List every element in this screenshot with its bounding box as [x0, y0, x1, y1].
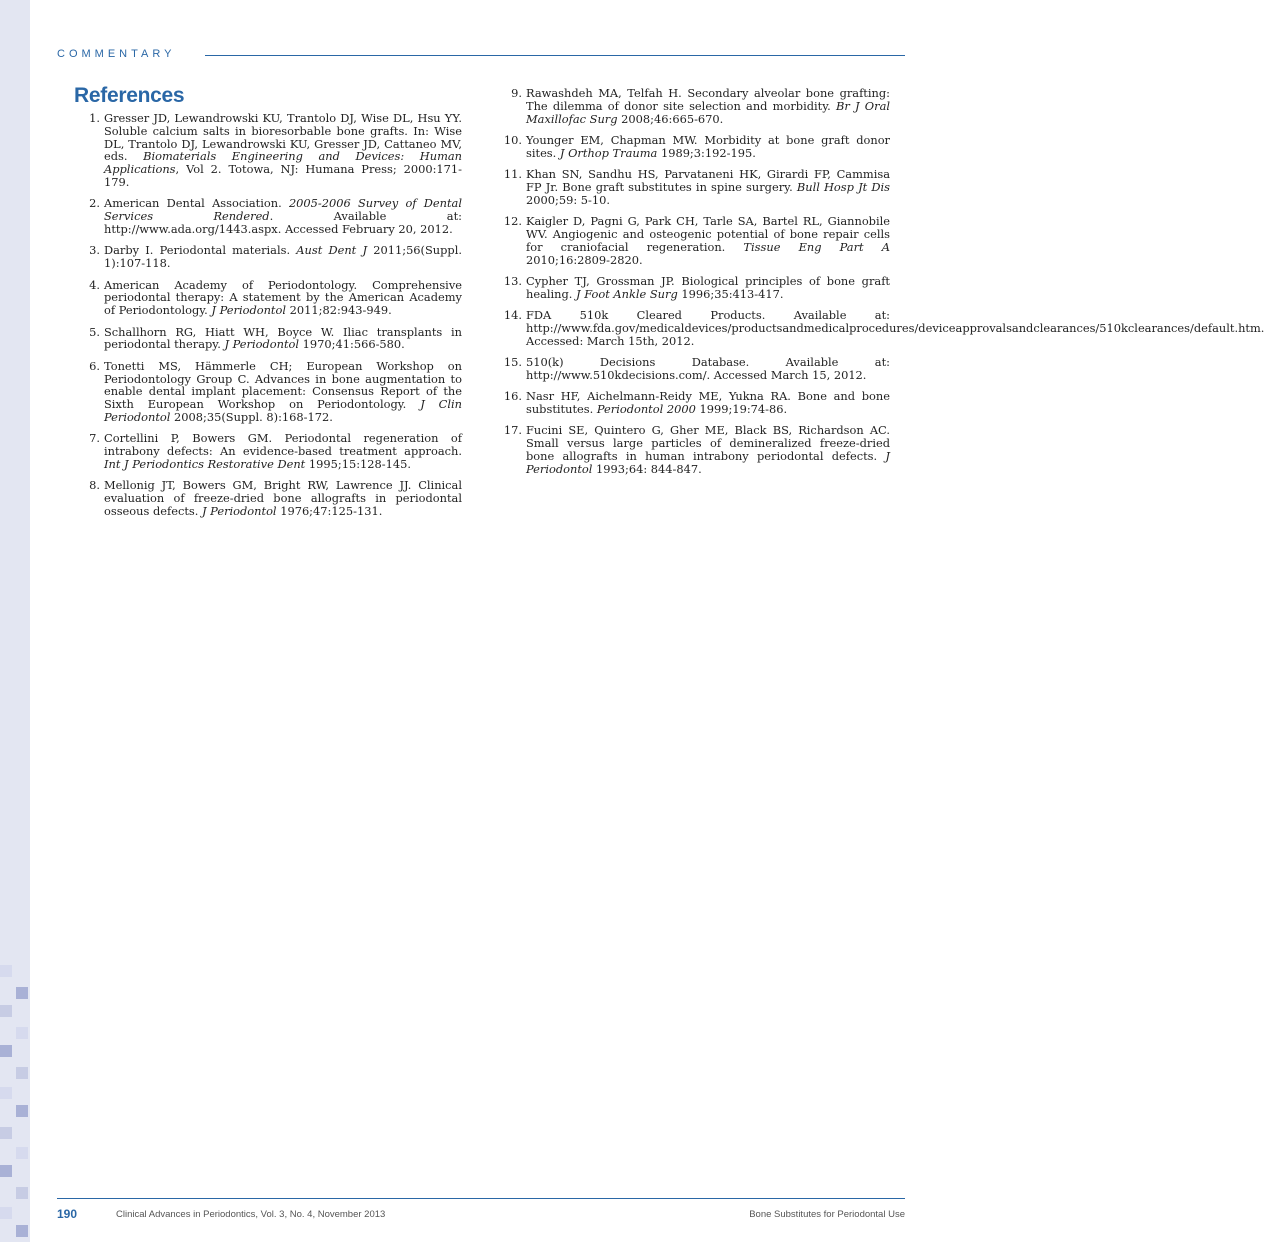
- reference-text-segment: Kaigler D, Pagni G, Park CH, Tarle SA, Bartel RL, Giannobile WV. Angiogenic and osteogenic potential of bone repair cells for craniofacial regeneration.: [526, 214, 890, 254]
- reference-text-segment: 1993;64: 844-847.: [592, 461, 702, 476]
- reference-number: 15.: [503, 355, 522, 370]
- reference-number: 6.: [89, 358, 100, 373]
- section-kicker: COMMENTARY: [57, 48, 176, 60]
- reference-text: [526, 134, 890, 160]
- reference-item: [502, 134, 890, 160]
- reference-text-segment: 1999;19:74-86.: [695, 402, 788, 417]
- reference-text-segment: Cypher TJ, Grossman JP. Biological principles of bone graft healing.: [526, 273, 890, 301]
- reference-number: 9.: [511, 86, 522, 100]
- references-heading: References: [74, 84, 185, 107]
- reference-source-title: J Clin Periodontol: [104, 397, 462, 424]
- reference-number: 17.: [503, 423, 522, 438]
- reference-item: [80, 244, 462, 270]
- reference-text-segment: Schallhorn RG, Hiatt WH, Boyce W. Iliac transplants in periodontal therapy.: [104, 324, 462, 352]
- reference-text-segment: Khan SN, Sandhu HS, Parvataneni HK, Girardi FP, Cammisa FP Jr. Bone graft substitutes in spine surgery.: [526, 167, 890, 194]
- reference-text: [526, 390, 890, 416]
- reference-text-segment: 2000;59: 5-10.: [526, 192, 610, 207]
- reference-item: [502, 308, 1264, 348]
- reference-source-title: Biomaterials Engineering and Devices: Human Applications: [104, 149, 463, 177]
- side-squares-decoration: [0, 965, 30, 1242]
- reference-text-segment: Nasr HF, Aichelmann-Reidy ME, Yukna RA. Bone and bone substitutes.: [526, 389, 890, 417]
- reference-text: [104, 279, 462, 317]
- reference-source-title: Tissue Eng Part A: [743, 239, 890, 254]
- reference-text-segment: . Available at: http://www.ada.org/1443.aspx. Accessed February 20, 2012.: [104, 209, 462, 236]
- reference-text: [104, 244, 462, 270]
- reference-number: 13.: [503, 273, 522, 288]
- reference-number: 1.: [89, 111, 100, 125]
- reference-source-title: J Periodontol: [211, 303, 287, 318]
- reference-source-title: 2005-2006 Survey of Dental Services Rendered: [104, 196, 462, 224]
- reference-number: 11.: [503, 167, 522, 182]
- reference-text-segment: Fucini SE, Quintero G, Gher ME, Black BS, Richardson AC. Small versus large particles of demineralized freeze-dried bone allografts in human intrabony periodontal defects.: [526, 423, 890, 464]
- reference-text-segment: Cortellini P, Bowers GM. Periodontal regeneration of intrabony defects: An evidence-based treatment approach.: [104, 431, 462, 459]
- reference-text-segment: 1995;15:128-145.: [305, 456, 411, 471]
- reference-text-segment: Gresser JD, Lewandrowski KU, Trantolo DJ, Wise DL, Hsu YY. Soluble calcium salts in bioresorbable bone grafts. In: Wise DL, Trantolo DJ, Lewandrowski KU, Gresser JD, Cattaneo MV, eds.: [104, 111, 462, 164]
- reference-text: [526, 215, 890, 266]
- reference-number: 12.: [503, 214, 522, 229]
- reference-number: 14.: [503, 308, 522, 323]
- journal-citation: Clinical Advances in Periodontics, Vol. 3, No. 4, November 2013: [116, 1209, 386, 1220]
- reference-text-segment: 1976;47:125-131.: [276, 503, 383, 518]
- reference-item: [80, 360, 462, 424]
- reference-item: [502, 168, 890, 206]
- references-column-right: [502, 86, 1264, 484]
- reference-number: 2.: [89, 196, 100, 211]
- reference-text-segment: FDA 510k Cleared Products. Available at: http://www.fda.gov/medicaldevices/productsandmedicalprocedures/deviceapprovalsandclearances/510kclearances/default.htm. Accessed: March 15th, 2012.: [526, 308, 1264, 348]
- reference-number: 16.: [503, 389, 522, 404]
- reference-item: [502, 356, 890, 382]
- reference-text-segment: Mellonig JT, Bowers GM, Bright RW, Lawrence JJ. Clinical evaluation of freeze-dried bone allografts in periodontal osseous defects.: [104, 478, 462, 518]
- reference-text-segment: 2011;82:943-949.: [286, 303, 392, 318]
- reference-text-segment: American Dental Association.: [104, 196, 289, 211]
- reference-source-title: Br J Oral Maxillofac Surg: [526, 98, 890, 126]
- reference-number: 4.: [89, 277, 100, 292]
- reference-text-segment: American Academy of Periodontology. Comprehensive periodontal therapy: A statement by the American Academy of Periodontology.: [104, 277, 462, 318]
- reference-source-title: Int J Periodontics Restorative Dent: [104, 456, 306, 471]
- reference-source-title: J Foot Ankle Surg: [576, 286, 678, 301]
- reference-text-segment: 2008;46:665-670.: [617, 111, 724, 126]
- reference-text-segment: , Vol 2. Totowa, NJ: Humana Press; 2000:171-179.: [104, 162, 462, 189]
- reference-text: [104, 112, 462, 189]
- reference-source-title: Bull Hosp Jt Dis: [796, 179, 890, 194]
- reference-number: 3.: [89, 243, 100, 258]
- reference-source-title: J Periodontol: [224, 337, 300, 352]
- footer-rule: [57, 1198, 905, 1199]
- reference-item: [80, 197, 462, 235]
- reference-item: [502, 424, 890, 475]
- reference-source-title: J Periodontol: [201, 503, 277, 518]
- reference-number: 5.: [89, 324, 100, 339]
- reference-text-segment: 1989;3:192-195.: [657, 145, 756, 160]
- reference-text-segment: 510(k) Decisions Database. Available at: http://www.510kdecisions.com/. Accessed March 15, 2012.: [526, 355, 890, 382]
- reference-number: 10.: [503, 132, 522, 147]
- reference-text-segment: 2011;56(Suppl. 1):107-118.: [104, 243, 462, 271]
- page-number: 190: [57, 1207, 78, 1221]
- reference-text-segment: Rawashdeh MA, Telfah H. Secondary alveolar bone grafting: The dilemma of donor site selection and morbidity.: [526, 86, 890, 113]
- reference-text: [104, 479, 462, 517]
- reference-text: [526, 87, 890, 125]
- reference-item: [502, 215, 890, 266]
- reference-item: [80, 279, 462, 317]
- reference-text: [104, 326, 462, 352]
- reference-source-title: J Periodontol: [526, 449, 890, 476]
- reference-text: [526, 308, 1264, 348]
- reference-item: [80, 326, 462, 352]
- reference-text-segment: Tonetti MS, Hämmerle CH; European Workshop on Periodontology Group C. Advances in bone augmentation to enable dental implant placement: Consensus Report of the Sixth European Workshop on Periodontology.: [104, 358, 462, 412]
- reference-item: [502, 87, 890, 125]
- reference-item: [80, 432, 462, 470]
- header-rule: [205, 55, 905, 56]
- reference-source-title: Periodontol 2000: [596, 402, 696, 417]
- reference-text-segment: 1970;41:566-580.: [299, 337, 405, 352]
- reference-item: [502, 275, 890, 301]
- reference-source-title: J Orthop Trauma: [559, 145, 658, 160]
- references-column-left: [80, 112, 462, 526]
- reference-item: [502, 390, 890, 416]
- reference-text-segment: 1996;35:413-417.: [677, 286, 784, 301]
- reference-text-segment: Younger EM, Chapman MW. Morbidity at bone graft donor sites.: [526, 132, 890, 160]
- reference-text: [526, 168, 890, 206]
- running-title: Bone Substitutes for Periodontal Use: [749, 1209, 905, 1220]
- reference-text: [526, 424, 890, 475]
- reference-text: [526, 356, 890, 382]
- reference-text-segment: 2010;16:2809-2820.: [526, 252, 643, 267]
- reference-text: [104, 197, 462, 235]
- reference-number: 7.: [89, 431, 100, 446]
- reference-item: [80, 479, 462, 517]
- reference-text: [104, 360, 462, 424]
- reference-text: [526, 275, 890, 301]
- reference-text: [104, 432, 462, 470]
- reference-item: [80, 112, 462, 189]
- reference-text-segment: Darby I. Periodontal materials.: [104, 243, 297, 258]
- reference-text-segment: 2008;35(Suppl. 8):168-172.: [170, 409, 333, 424]
- reference-number: 8.: [89, 478, 100, 493]
- reference-source-title: Aust Dent J: [296, 243, 368, 258]
